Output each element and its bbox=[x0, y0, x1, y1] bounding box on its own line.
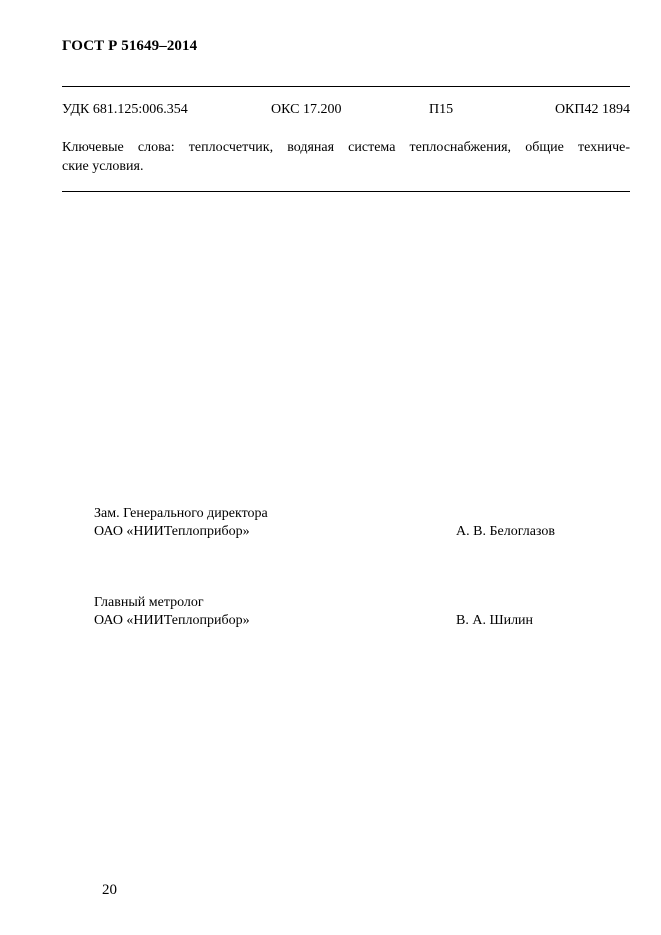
signatory-post: Зам. Генерального директора bbox=[94, 506, 268, 521]
keywords-line-2: ские условия. bbox=[62, 159, 144, 174]
udk-code: УДК 681.125:006.354 bbox=[62, 102, 188, 117]
oks-code: ОКС 17.200 bbox=[271, 102, 342, 117]
top-rule bbox=[62, 86, 630, 87]
classification-row bbox=[62, 102, 630, 120]
group-code: П15 bbox=[429, 102, 454, 117]
page-number: 20 bbox=[102, 882, 117, 898]
signature-block bbox=[94, 505, 630, 541]
signatory-organization: ОАО «НИИТеплоприбор» bbox=[94, 524, 250, 539]
signatory-name: В. А. Шилин bbox=[456, 613, 534, 628]
keywords-line-1: Ключевые слова: теплосчетчик, водяная система теплоснабжения, общие техниче- bbox=[62, 140, 630, 155]
okp-code: ОКП42 1894 bbox=[554, 102, 630, 117]
signature-block bbox=[94, 594, 630, 630]
bottom-rule bbox=[62, 191, 630, 192]
document-code: ГОСТ Р 51649–2014 bbox=[62, 38, 198, 54]
signatory-name: А. В. Белоглазов bbox=[456, 524, 555, 539]
keywords bbox=[62, 138, 630, 176]
signatory-post: Главный метролог bbox=[94, 595, 204, 610]
signatory-organization: ОАО «НИИТеплоприбор» bbox=[94, 613, 250, 628]
